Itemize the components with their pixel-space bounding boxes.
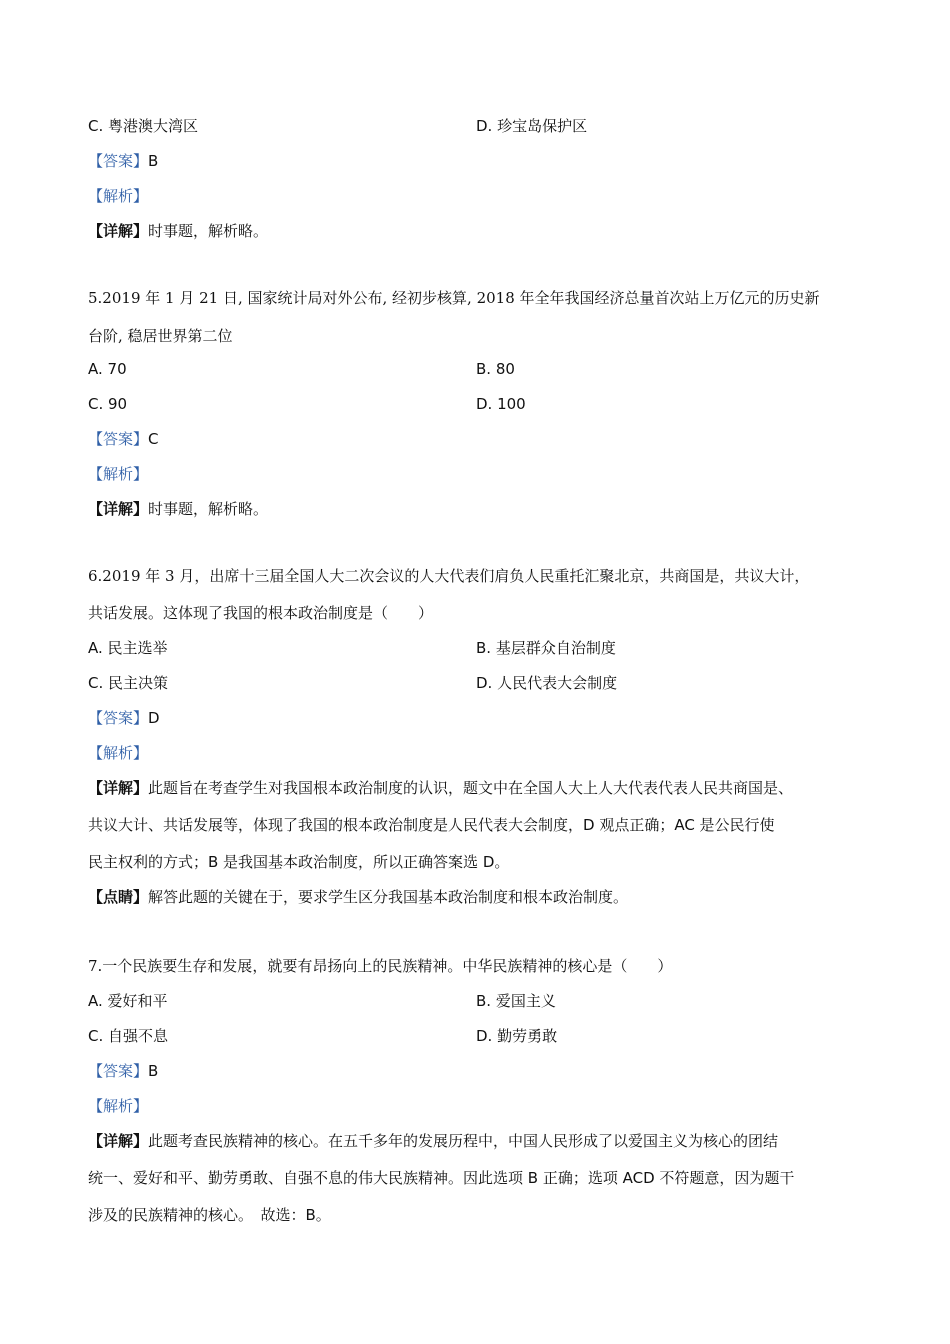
q4-option-d: D. 珍宝岛保护区 bbox=[476, 117, 588, 135]
q5-stem-line2: 台阶, 稳居世界第二位 bbox=[88, 327, 233, 345]
q5-stem-line1: 5.2019 年 1 月 21 日, 国家统计局对外公布, 经初步核算, 2018 年全年我国经济总量首次站上万亿元的历史新 bbox=[88, 289, 820, 307]
detail-text: 此题考查民族精神的核心。在五千多年的发展历程中，中国人民形成了以爱国主义为核心的团结 bbox=[148, 1132, 779, 1150]
q6-detail-line1 bbox=[88, 777, 793, 799]
detail-tag: 【详解】 bbox=[88, 1132, 149, 1150]
q6-answer-row bbox=[88, 707, 160, 729]
q7-answer-row bbox=[88, 1060, 158, 1082]
q7-detail-line1 bbox=[88, 1130, 778, 1152]
q5-option-b: B. 80 bbox=[476, 360, 515, 378]
answer-value: B bbox=[148, 1062, 159, 1080]
q6-option-d: D. 人民代表大会制度 bbox=[476, 674, 618, 692]
answer-tag: 【答案】 bbox=[88, 430, 149, 448]
detail-text: 此题旨在考查学生对我国根本政治制度的认识，题文中在全国人大上人大代表代表人民共商国是、 bbox=[148, 779, 794, 797]
q5-answer-row bbox=[88, 428, 159, 450]
q5-option-d: D. 100 bbox=[476, 395, 526, 413]
q7-detail-line2: 统一、爱好和平、勤劳勇敢、自强不息的伟大民族精神。因此选项 B 正确；选项 ACD 不符题意，因为题干 bbox=[88, 1169, 795, 1187]
comment-tag: 【点睛】 bbox=[88, 888, 149, 906]
q6-stem-line1: 6.2019 年 3 月，出席十三届全国人大二次会议的人大代表们肩负人民重托汇聚北京，共商国是，共议大计， bbox=[88, 567, 810, 585]
detail-tag: 【详解】 bbox=[88, 222, 149, 240]
q6-comment-row bbox=[88, 886, 628, 908]
q6-option-a: A. 民主选举 bbox=[88, 639, 168, 657]
q4-option-c: C. 粤港澳大湾区 bbox=[88, 117, 199, 135]
q6-option-c: C. 民主决策 bbox=[88, 674, 169, 692]
q7-option-d: D. 勤劳勇敢 bbox=[476, 1027, 558, 1045]
answer-tag: 【答案】 bbox=[88, 709, 149, 727]
q7-option-a: A. 爱好和平 bbox=[88, 992, 168, 1010]
answer-tag: 【答案】 bbox=[88, 152, 149, 170]
detail-text: 时事题，解析略。 bbox=[148, 222, 269, 240]
q5-analysis-tag: 【解析】 bbox=[88, 465, 149, 483]
q7-detail-line3: 涉及的民族精神的核心。 故选：B。 bbox=[88, 1206, 331, 1224]
answer-value: B bbox=[148, 152, 159, 170]
q4-answer-row bbox=[88, 150, 158, 172]
q7-option-c: C. 自强不息 bbox=[88, 1027, 169, 1045]
q7-analysis-tag: 【解析】 bbox=[88, 1097, 149, 1115]
detail-tag: 【详解】 bbox=[88, 500, 149, 518]
q6-detail-line2: 共议大计、共话发展等，体现了我国的根本政治制度是人民代表大会制度，D 观点正确；AC 是公民行使 bbox=[88, 816, 775, 834]
q4-analysis-tag: 【解析】 bbox=[88, 187, 149, 205]
answer-tag: 【答案】 bbox=[88, 1062, 149, 1080]
q4-detail-row bbox=[88, 220, 268, 242]
answer-value: D bbox=[148, 709, 160, 727]
answer-value: C bbox=[148, 430, 159, 448]
q5-option-a: A. 70 bbox=[88, 360, 127, 378]
q6-option-b: B. 基层群众自治制度 bbox=[476, 639, 616, 657]
detail-text: 时事题，解析略。 bbox=[148, 500, 269, 518]
detail-tag: 【详解】 bbox=[88, 779, 149, 797]
q5-detail-row bbox=[88, 498, 268, 520]
q6-detail-line3: 民主权利的方式；B 是我国基本政治制度，所以正确答案选 D。 bbox=[88, 853, 510, 871]
q6-analysis-tag: 【解析】 bbox=[88, 744, 149, 762]
q7-stem-line1: 7.一个民族要生存和发展，就要有昂扬向上的民族精神。中华民族精神的核心是（ ） bbox=[88, 957, 673, 975]
q5-option-c: C. 90 bbox=[88, 395, 128, 413]
comment-text: 解答此题的关键在于，要求学生区分我国基本政治制度和根本政治制度。 bbox=[148, 888, 629, 906]
q6-stem-line2: 共话发展。这体现了我国的根本政治制度是（ ） bbox=[88, 604, 434, 622]
q7-option-b: B. 爱国主义 bbox=[476, 992, 556, 1010]
